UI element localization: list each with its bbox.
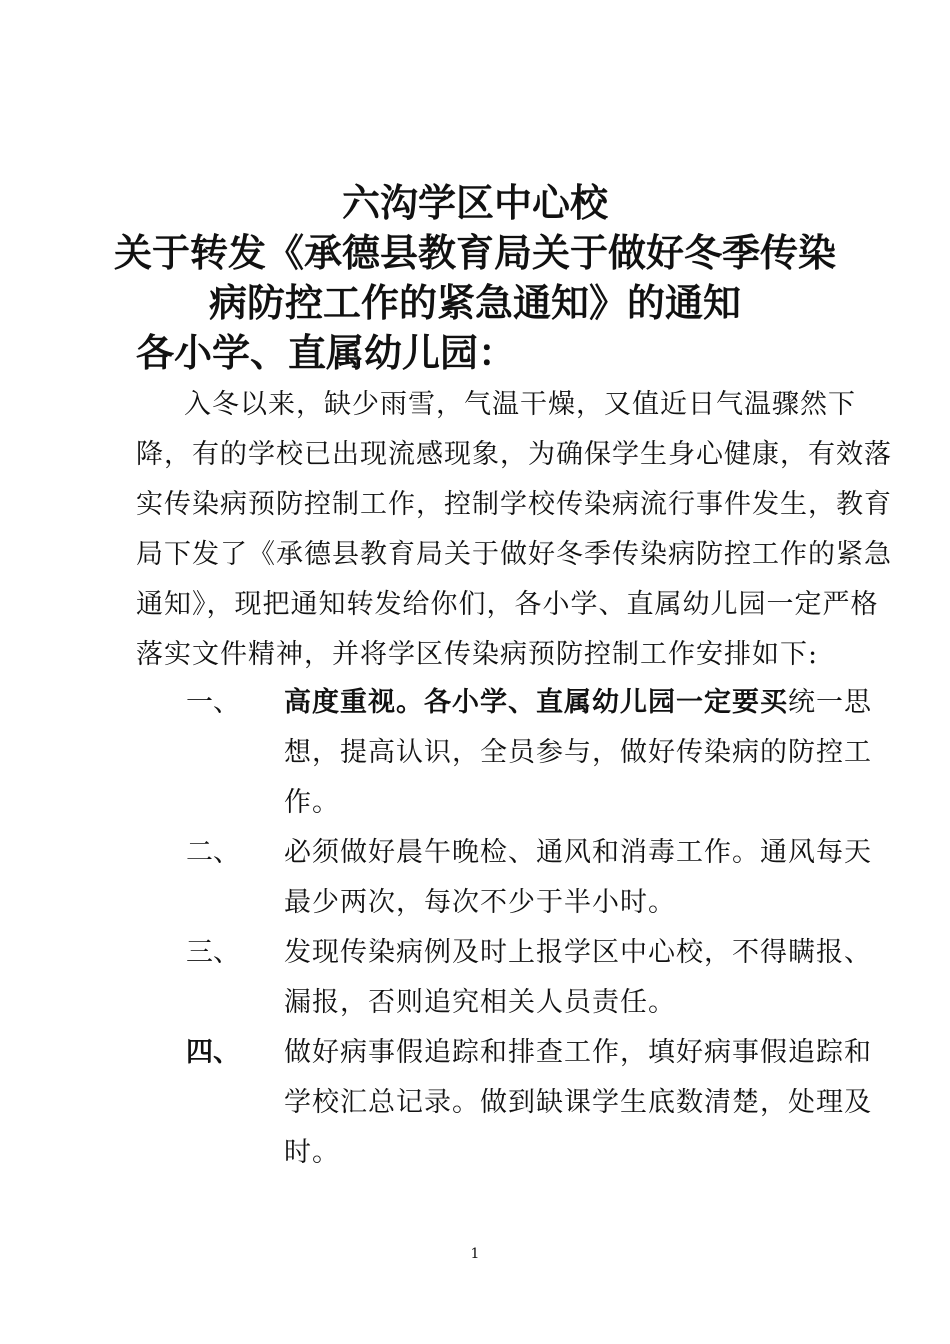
page-number: 1 bbox=[470, 1246, 480, 1262]
intro-line: 入冬以来，缺少雨雪，气温干燥，又值近日气温骤然下 bbox=[184, 389, 856, 420]
salutation: 各小学、直属幼儿园： bbox=[136, 330, 517, 375]
item-number: 二、 bbox=[186, 837, 240, 868]
intro-line: 落实文件精神，并将学区传染病预防控制工作安排如下: bbox=[136, 639, 819, 670]
item-line: 漏报，否则追究相关人员责任。 bbox=[284, 987, 676, 1018]
title-line-1: 六沟学区中心校 bbox=[341, 180, 608, 225]
item-line: 想，提高认识，全员参与，做好传染病的防控工 bbox=[284, 737, 872, 768]
item-line: 做好病事假追踪和排查工作，填好病事假追踪和 bbox=[284, 1037, 872, 1068]
item-line: 最少两次，每次不少于半小时。 bbox=[284, 887, 676, 918]
item-number: 四、 bbox=[186, 1037, 240, 1068]
item-line: 发现传染病例及时上报学区中心校，不得瞒报、 bbox=[284, 937, 872, 968]
intro-line: 通知》，现把通知转发给你们，各小学、直属幼儿园一定严格 bbox=[136, 589, 879, 620]
item-bold-lead: 高度重视。各小学、直属幼儿园一定要买 bbox=[284, 687, 788, 718]
item-number: 一、 bbox=[186, 687, 240, 718]
item-number: 三、 bbox=[186, 937, 240, 968]
intro-line: 降，有的学校已出现流感现象，为确保学生身心健康，有效落 bbox=[136, 439, 892, 470]
title-line-3: 病防控工作的紧急通知》的通知 bbox=[208, 280, 741, 325]
item-line-rest: 统一思 bbox=[788, 687, 872, 718]
item-line: 学校汇总记录。做到缺课学生底数清楚，处理及 bbox=[284, 1087, 872, 1118]
item-line: 时。 bbox=[284, 1137, 340, 1168]
item-line: 必须做好晨午晚检、通风和消毒工作。通风每天 bbox=[284, 837, 872, 868]
item-line bbox=[284, 678, 872, 728]
title-line-2: 关于转发《承德县教育局关于做好冬季传染 bbox=[113, 230, 836, 275]
intro-line: 实传染病预防控制工作，控制学校传染病流行事件发生，教育 bbox=[136, 489, 892, 520]
intro-line: 局下发了《承德县教育局关于做好冬季传染病防控工作的紧急 bbox=[136, 539, 892, 570]
item-line: 作。 bbox=[284, 787, 340, 818]
